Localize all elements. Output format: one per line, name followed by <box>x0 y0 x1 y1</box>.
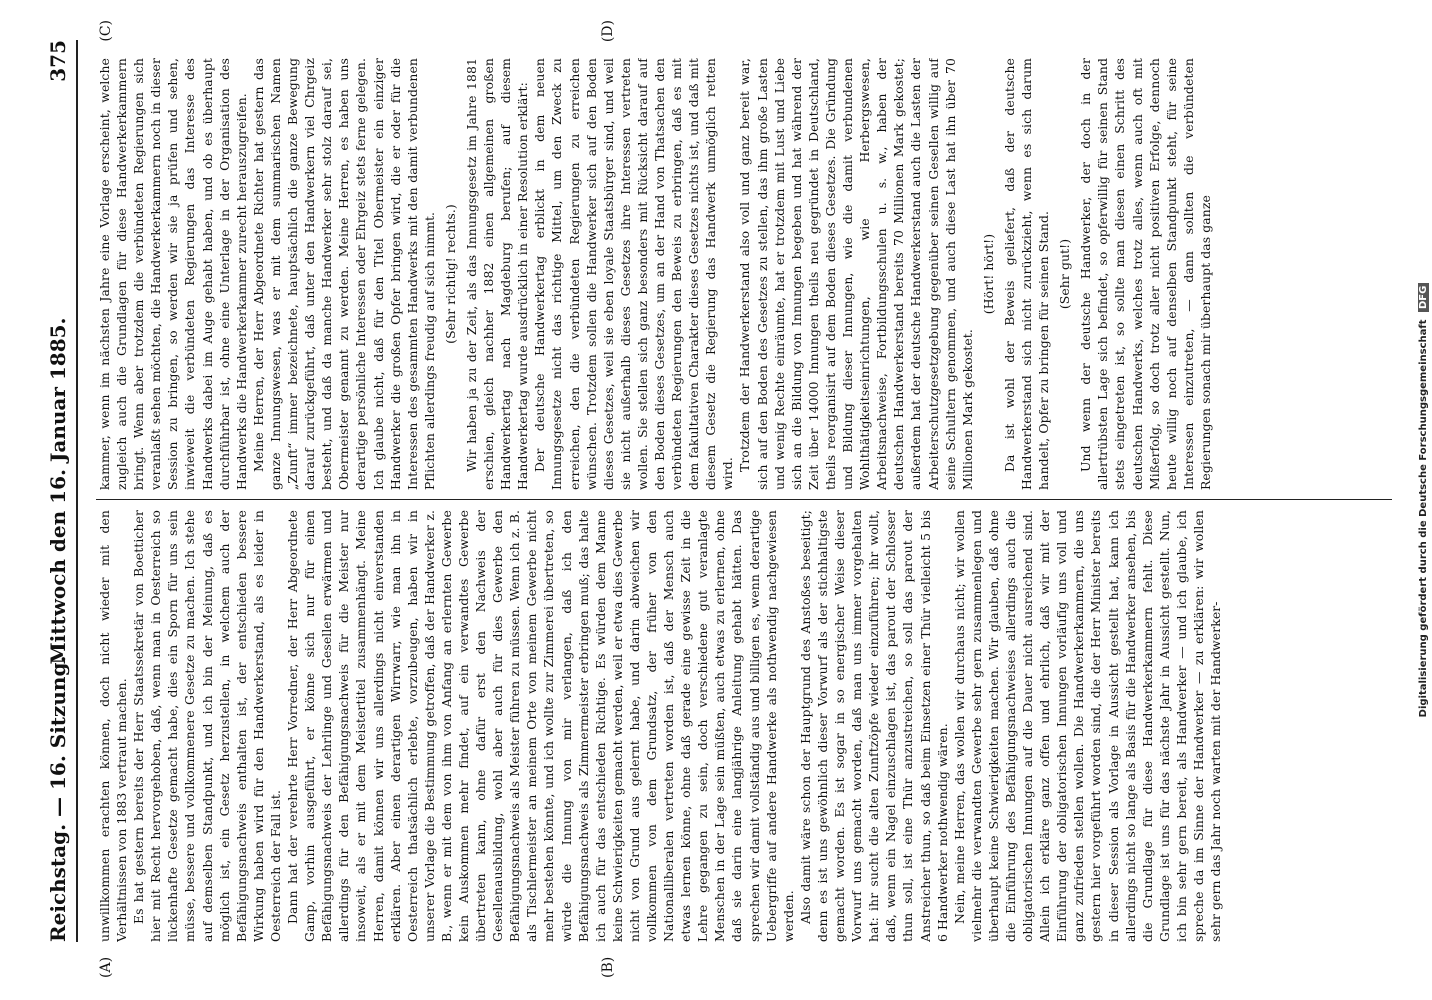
paragraph: Es hat gestern bereits der Herr Staatssekretär von Boetticher hier mit Recht hervorgehoben, daß, wenn man in Oesterreich so lückenhafte Gesetze gemacht habe, dies ein Sporn für uns sein müsse, bessere und vollkommenere Gesetze zu machen. Ich stehe auf demselben Standpunkt, und ich bin der Meinung, daß es möglich ist, ein Gesetz herzustellen, in welchem auch der Befähigungsnachweis enthalten ist, der entschieden bessere Wirkung haben wird für den Handwerkerstand, als es leider in Oesterreich der Fall ist. <box>131 510 283 942</box>
interjection: (Hört! hört!) <box>980 233 996 315</box>
interjection: (Sehr gut!) <box>1057 238 1073 310</box>
margin-marker-c: (C) <box>98 20 114 42</box>
digitization-credit <box>1418 10 1432 990</box>
paragraph: Meine Herren, der Herr Abgeordnete Richter hat gestern das ganze Innungswesen, was er mit dem summarischen Namen „Zunft“ immer bezeichnete, hauptsächlich die ganze Bewegung darauf zurückgeführt, daß unter den Handwerkern viel Chrgeiz besteht, und daß da manche Handwerker sehr stolz darauf sei, Obermeister genannt zu werden. Meine Herren, es haben uns derartige persönliche Interessen oder Ehrgeiz stets ferne gelegen. Ich glaube nicht, daß für den Titel Obermeister ein einziger Handwerker die großen Opfer bringen wird, die er oder für die Interessen des gesammten Handwerks mit den damit verbundenen Pflichten allerdings freudig auf sich nimmt. <box>250 58 437 490</box>
paragraph: unwillkommen erachten können, doch nicht wieder mit den Verhältnissen von 1883 vertraut machen. <box>97 510 130 942</box>
paragraph: Also damit wäre schon der Hauptgrund des Anstoßes beseitigt; denn es ist uns gewöhnlich dieser Vorwurf als der stichhaltigste gemacht worden. Es ist sogar in so energischer Weise dieser Vorwurf uns gemacht worden, daß man uns immer vorgehalten hat: ihr sucht die alten Zunftzöpfe wieder einzuführen; ihr wollt, daß, wenn ein Nagel einzuschlagen ist, das parout der Schlosser thun soll, ist eine Thür anzustreichen, so soll das parout der Anstreicher thun, so daß beim Einsetzen einer Thür vielleicht 5 bis 6 Handwerker nothwendig wären. <box>797 510 950 942</box>
margin-marker-a: (A) <box>98 956 114 978</box>
text-column-left <box>96 510 1392 942</box>
paragraph: Dann hat der verehrte Herr Vorredner, der Herr Abgeordnete Gamp, vorhin ausgeführt, er könne sich nur für einen Befähigungsnachweis der Lehrlinge und Gesellen erwärmen und allerdings für den Befähigungsnachweis für die Meister nur insoweit, als er mit dem Meistertitel zusammenhängt. Meine Herren, damit können wir uns allerdings nicht einverstanden erklären. Aber einen derartigen Wirrwarr, wie man ihn in Oesterreich thatsächlich erlebte, vorzubeugen, haben wir in unserer Vorlage die Bestimmung getroffen, daß der Handwerker z. B., wenn er mit dem von ihm von Anfang an erlernten Gewerbe kein Auskommen mehr findet, auf ein verwandtes Gewerbe übertreten kann, ohne dafür erst den Nachweis der Gesellenausbildung, wohl aber auch für dies Gewerbe den Befähigungsnachweis als Meister führen zu müssen. Wenn ich z. B. als Tischlermeister an meinem Orte von meinem Gewerbe nicht mehr bestehen könnte, und ich wollte zur Zimmerei übertreten, so würde die Innung von mir verlangen, daß ich den Befähigungsnachweis als Zimmermeister erbringen muß; das halte ich auch für das entschieden Richtige. Es würden dem Manne keine Schwierigkeiten gemacht werden, weil er etwa dies Gewerbe nicht von Grund aus gelernt habe, und darin abweichen wir vollkommen von dem Grundsatz, der früher von den Nationalliberalen vertreten worden ist, daß der Mensch auch etwas lernen könne, ohne daß gerade eine gewisse Zeit in die Lehre gegangen zu sein, doch verschiedene gut veranlagte Menschen in der Lage sein müßten, auch etwas zu erlernen, ohne daß sie darin eine langjährige Anleitung gehabt hätten. Das sprechen wir damit vollständig aus und billigen es, wenn derartige Uebergriffe auf andere Handwerke als nothwendig nachgewiesen werden. <box>285 510 796 942</box>
paragraph: Da ist wohl der Beweis geliefert, daß der deutsche Handwerkerstand sich nicht zurückzieht, wenn es sich darum handelt, Opfer zu bringen für seinen Stand. <box>1001 58 1052 490</box>
resolution-quote: Der deutsche Handwerkertag erblickt in dem neuen Innungsgesetze nicht das richtige Mittel, um den Zweck zu erreichen, den die verbündeten Regierungen zu erreichen wünschen. Trotzdem sollen die Handwerker sich auf den Boden dieses Gesetzes, weil sie eben loyale Staatsbürger sind, und weil sie nicht außerhalb dieses Gesetzes ihre Interessen vertreten wollen. Sie stellen sich ganz besonders mit Rücksicht darauf auf den Boden dieses Gesetzes, um an der Hand von Thatsachen den verbündeten Regierungen den Beweis zu erbringen, daß es mit dem fakultativen Charakter dieses Gesetzes nichts ist, und daß mit diesem Gesetz die Regierung das Handwerk unmöglich retten wird. <box>532 58 736 490</box>
paragraph: Trotzdem der Handwerkerstand also voll und ganz bereit war, sich auf den Boden des Gesetzes zu stellen, das ihm große Lasten und wenig Rechte einräumte, hat er trotzdem mit Lust und Liebe sich an die Bildung von Innungen begeben und hat während der Zeit über 14000 Innungen theils neu gegründet in Deutschland, theils reorganisirt auf dem Boden dieses Gesetzes. Die Gründung und Bildung dieser Innungen, wie die damit verbundenen Wohlthätigkeitseinrichtungen, wie Herbergswesen, Arbeitsnachweise, Fortbildungsschulen u. s. w., haben der deutschen Handwerkerstand bereits 70 Millionen Mark gekostet; außerdem hat der deutsche Handwerkerstand auch die Lasten der Arbeiterschutzgesetzgebung gegenüber seinen Gesellen willig auf seine Schultern genommen, und auch diese Last hat ihn über 70 Millionen Mark gekostet. <box>737 58 975 490</box>
paragraph: Nein, meine Herren, das wollen wir durchaus nicht; wir wollen vielmehr die verwandten Gewerbe sehr gern zusammenlegen und überhaupt keine Schwierigkeiten machen. Wir glauben, daß ohne die Einführung des Befähigungsnachweises allerdings auch die obligatorischen Innungen auf die Dauer nicht ausreichend sind. Allein ich erkläre ganz offen und ehrlich, daß wir mit der Einführung der obligatorischen Innungen vorläufig uns voll und ganz zufrieden stellen wollen. Die Handwerkerkammern, die uns gestern hier vorgeführt worden sind, die der Herr Minister bereits in dieser Session als Vorlage in Aussicht gestellt hat, kann ich allerdings nicht so lange als Basis für die Handwerker ansehen, bis die Grundlage für diese Handwerkerkammern fehlt. Diese Grundlage ist uns für das nächste Jahr in Aussicht gestellt. Nun, ich bin sehr gern bereit, als Handwerker — und ich glaube, ich spreche da im Sinne der Handwerker — zu erklären: wir wollen sehr gern das Jahr noch warten mit der Handwerker- <box>951 510 1224 942</box>
margin-marker-b: (B) <box>600 956 616 978</box>
header-session: Reichstag. — 16. Sitzung. <box>46 655 70 942</box>
text-column-right <box>96 58 1392 490</box>
dfg-logo: DFG <box>1418 283 1429 312</box>
paragraph: kammer, wenn im nächsten Jahre eine Vorlage erscheint, welche zugleich auch die Grundlagen für diese Handwerkerkammern bringt. Wenn aber trotzdem die verbündeten Regierungen sich veranlaßt sehen möchten, die Handwerkerkammern noch in dieser Session zu bringen, so werden wir sie ja prüfen und sehen, inwieweit die verbündeten Regierungen das Interesse des Handwerks dabei im Auge gehabt haben, und ob es überhaupt durchführbar ist, ohne eine Unterlage in der Organisation des Handwerks die Handwerkerkammer zurecht herauszugreifen. <box>97 58 249 490</box>
column-divider <box>96 499 1392 500</box>
page-header <box>36 40 78 942</box>
paragraph: Und wenn der deutsche Handwerker, der doch in der allertrübsten Lage sich befindet, so opferwillig für seinen Stand stets eingetreten ist, so sollte man diesen einen Schritt des deutschen Handwerks, welches trotz alles, wenn auch oft mit Mißerfolg, so doch trotz aller nicht positiven Erfolge, dennoch heute willig noch auf denselben Standpunkt steht, für seine Interessen einzutreten, — dann sollten die verbündeten Regierungen sonach mir überhaupt das ganze <box>1078 58 1213 490</box>
margin-marker-d: (D) <box>600 20 616 43</box>
credit-text: Digitalisierung gefördert durch die Deutsche Forschungsgemeinschaft <box>1418 319 1429 718</box>
interjection: (Sehr richtig! rechts.) <box>442 204 458 344</box>
header-date: Mittwoch den 16. Januar 1885. <box>46 317 70 665</box>
page-number: 375 <box>46 40 70 82</box>
paragraph: Wir haben ja zu der Zeit, als das Innungsgesetz im Jahre 1881 erschien, gleich nachher 1882 einen allgemeinen großen Handwerkertag nach Magdeburg berufen; auf diesem Handwerkertag wurde ausdrücklich in einer Resolution erklärt: <box>463 58 531 490</box>
